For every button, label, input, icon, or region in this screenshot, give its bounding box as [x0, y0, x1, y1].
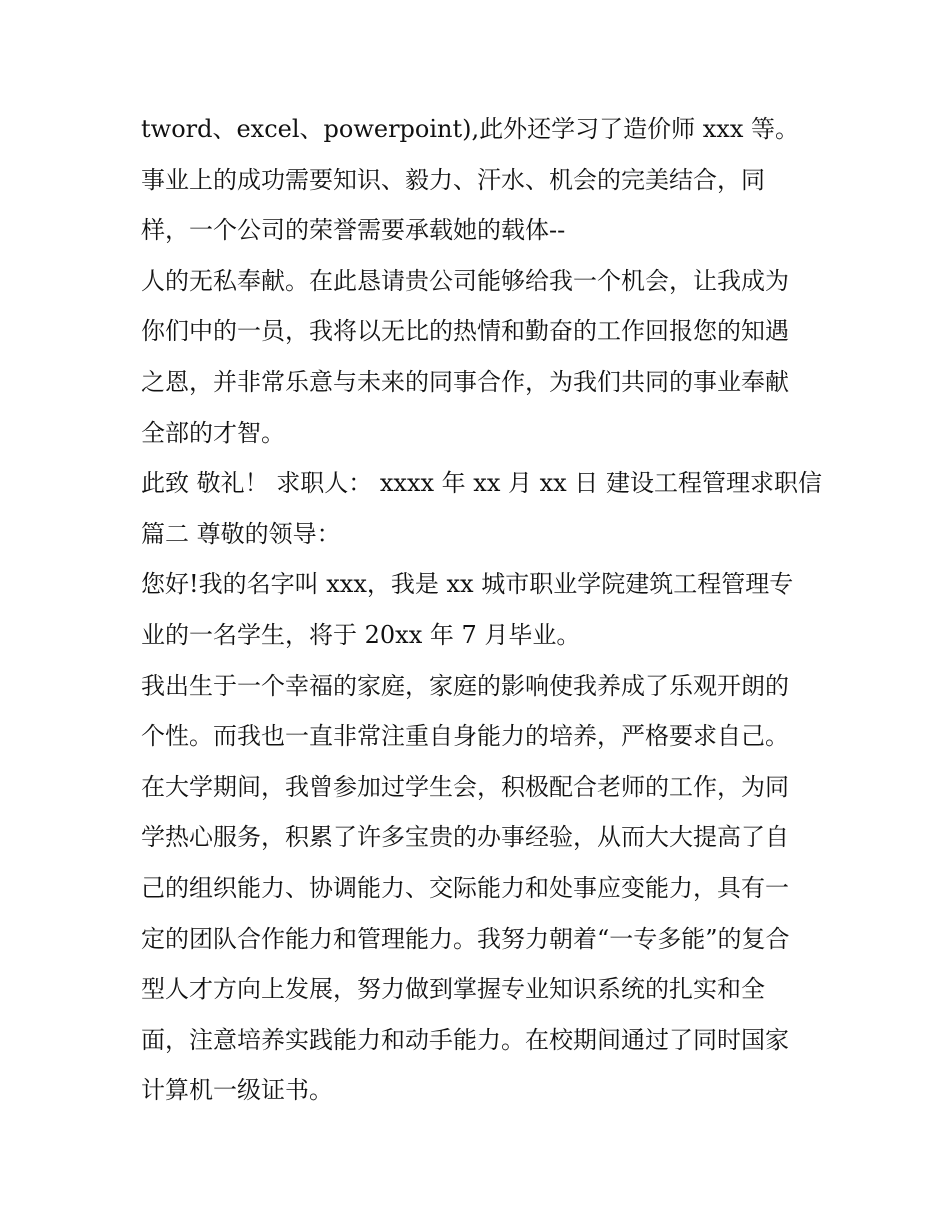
document-body	[141, 104, 821, 1116]
text-line: 个性。而我也一直非常注重自身能力的培养，严格要求自己。	[141, 722, 789, 751]
text-line: 您好!我的名字叫 xxx，我是 xx 城市职业学院建筑工程管理专	[141, 570, 794, 599]
text-line: 样，一个公司的荣誉需要承载她的载体--	[141, 216, 566, 245]
text-line: 我出生于一个幸福的家庭，家庭的影响使我养成了乐观开朗的	[141, 671, 789, 700]
text-line: 全部的才智。	[141, 418, 285, 447]
text-line: 事业上的成功需要知识、毅力、汗水、机会的完美结合，同	[141, 165, 765, 194]
text-line: tword、excel、powerpoint),此外还学习了造价师 xxx 等。	[141, 115, 800, 143]
text-line: 人的无私奉献。在此恳请贵公司能够给我一个机会，让我成为	[141, 266, 789, 295]
text-line: 之恩，并非常乐意与未来的同事合作，为我们共同的事业奉献	[141, 367, 789, 396]
closing-line: 此致 敬礼！ 求职人： xxxx 年 xx 月 xx 日 建设工程管理求职信	[141, 469, 822, 498]
text-line: 业的一名学生，将于 20xx 年 7 月毕业。	[141, 620, 581, 649]
text-line: 你们中的一员，我将以无比的热情和勤奋的工作回报您的知遇	[141, 317, 789, 346]
text-line: 面，注意培养实践能力和动手能力。在校期间通过了同时国家	[141, 1025, 789, 1054]
text-line: 在大学期间，我曾参加过学生会，积极配合老师的工作，为同	[141, 772, 789, 801]
text-line: 学热心服务，积累了许多宝贵的办事经验，从而大大提高了自	[141, 823, 789, 852]
text-line: 己的组织能力、协调能力、交际能力和处事应变能力，具有一	[141, 873, 789, 902]
text-line: 计算机一级证书。	[141, 1076, 333, 1105]
text-line: 型人才方向上发展，努力做到掌握专业知识系统的扎实和全	[141, 975, 765, 1004]
text-line: 定的团队合作能力和管理能力。我努力朝着“一专多能”的复合	[141, 924, 790, 953]
section-heading: 篇二 尊敬的领导：	[141, 519, 341, 548]
